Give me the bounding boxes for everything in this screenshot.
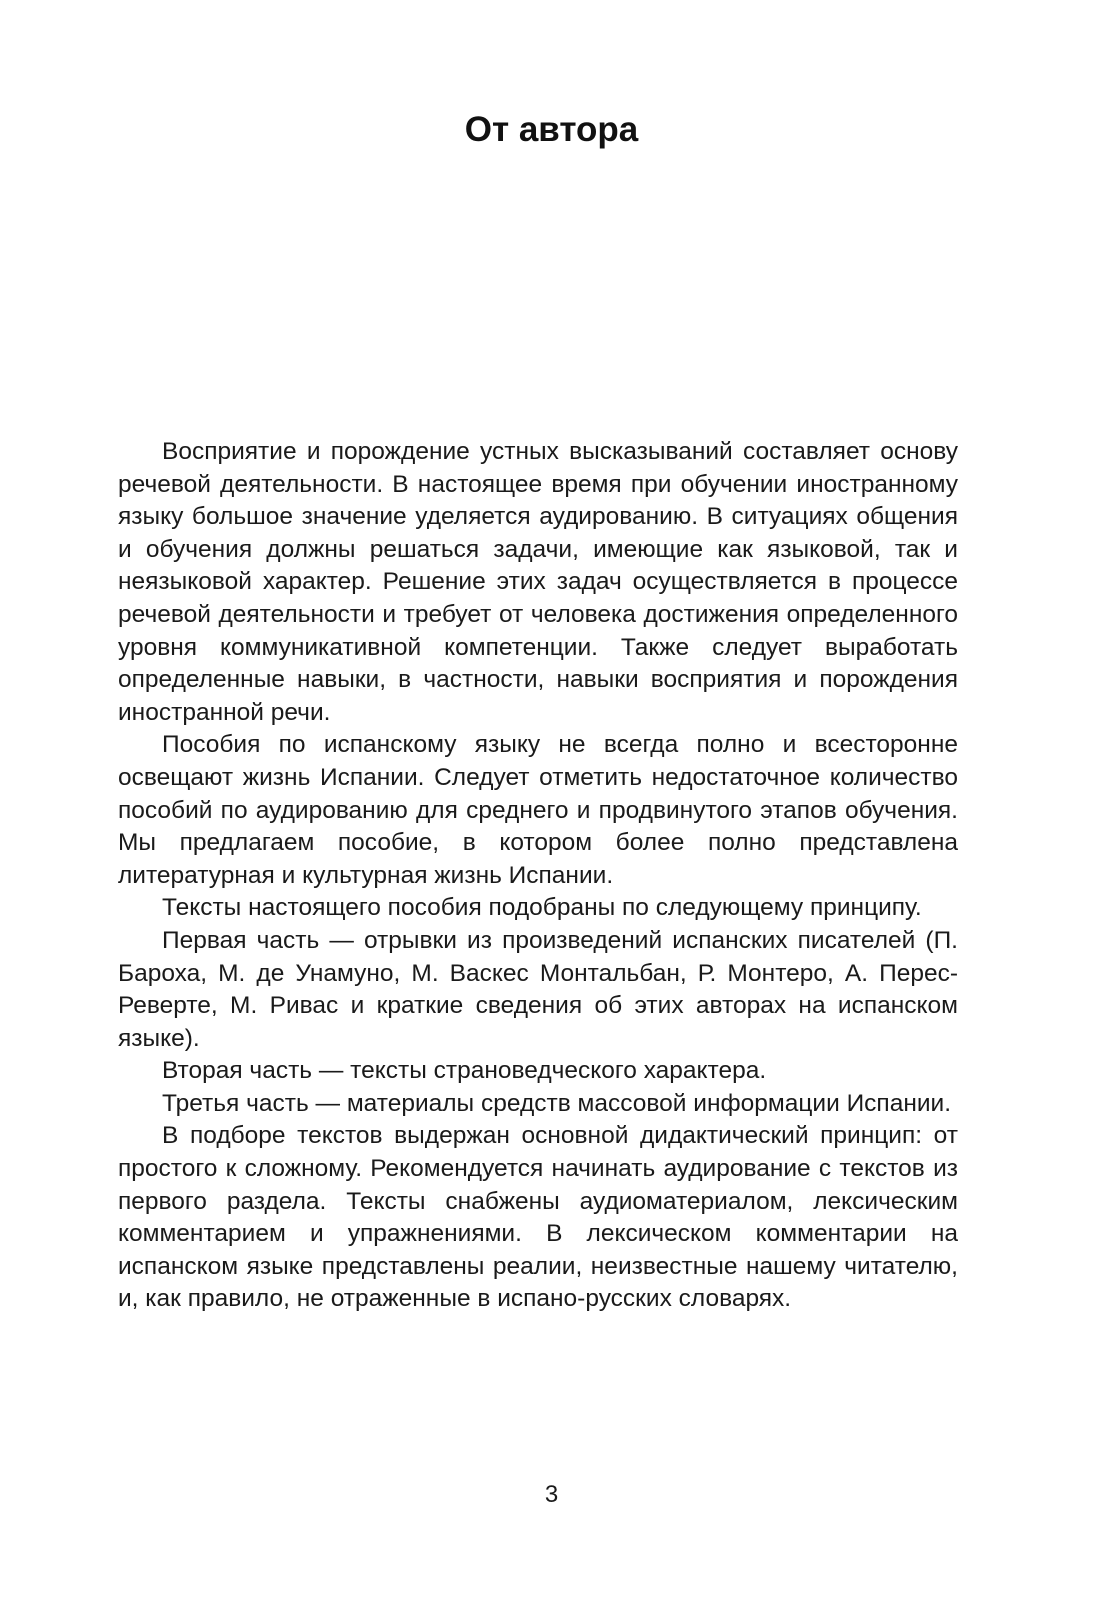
paragraph-7: В подборе текстов выдержан основной дидактический принцип: от простого к сложному. Рекомендуется начинать аудирование с текстов из первого раздела. Тексты снабжены аудиоматериалом, лексическим комментарием и упражнениями. В лексическом комментарии на испанском языке представлены реалии, неизвестные нашему читателю, и, как правило, не отраженные в испано-русских словарях. [118,1122,958,1313]
page-title: От автора [464,110,639,149]
paragraph-4: Первая часть — отрывки из произведений испанских писателей (П. Бароха, М. де Унамуно, М. Васкес Монтальбан, Р. Монтеро, А. Перес-Реверте, М. Ривас и краткие сведения об этих авторах на испанском языке). [118,926,958,1052]
page-number: 3 [544,1481,559,1508]
paragraph-5: Вторая часть — тексты страноведческого характера. [162,1057,767,1085]
paragraph-1: Восприятие и порождение устных высказываний составляет основу речевой деятельности. В настоящее время при обучении иностранному языку большое значение уделяется аудированию. В ситуациях общения и обучения должны решаться задачи, имеющие как языковой, так и неязыковой характер. Решение этих задач осуществляется в процессе речевой деятельности и требует от человека достижения определенного уровня коммуникативной компетенции. Также следует выработать определенные навыки, в частности, навыки восприятия и порождения иностранной речи. [118,438,958,726]
paragraph-2: Пособия по испанскому языку не всегда полно и всесторонне освещают жизнь Испании. Следует отметить недостаточное количество пособий по аудированию для среднего и продвинутого этапов обучения. Мы предлагаем пособие, в котором более полно представлена литературная и культурная жизнь Испании. [118,731,958,889]
body-text [118,436,958,1316]
paragraph-3: Тексты настоящего пособия подобраны по следующему принципу. [162,894,922,922]
paragraph-6: Третья часть — материалы средств массовой информации Испании. [162,1089,952,1117]
